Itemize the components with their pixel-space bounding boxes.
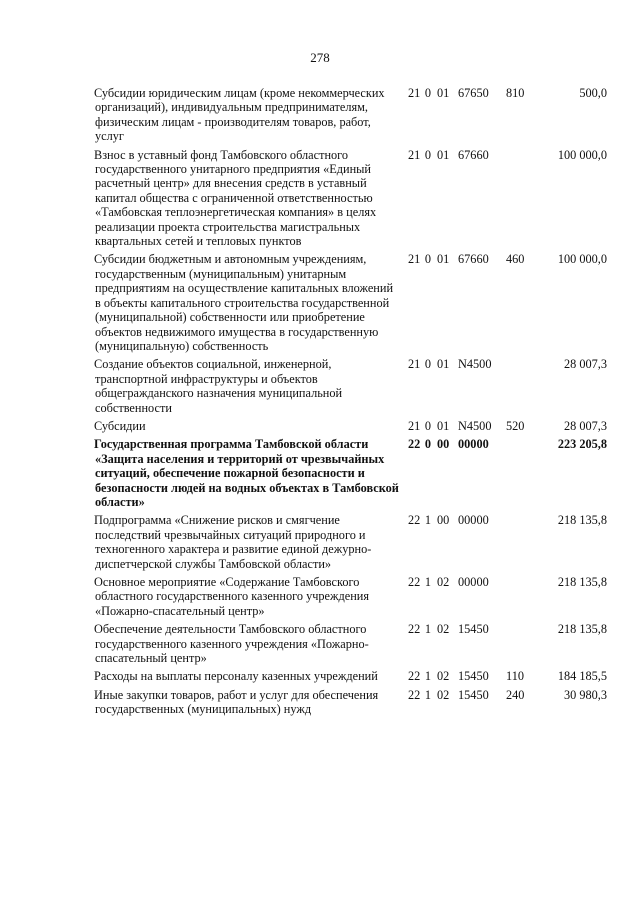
row-name: Расходы на выплаты персоналу казенных учреждений: [94, 669, 378, 684]
code-subprogram: 0: [424, 437, 432, 452]
code-event: 02: [437, 622, 450, 637]
row-name: Иные закупки товаров, работ и услуг для обеспечения государственных (муниципальных) нужд: [94, 687, 379, 717]
code-program: 22: [408, 513, 421, 528]
code-direction: 00000: [458, 513, 489, 528]
table-row: [0, 86, 640, 144]
table-row: [0, 437, 640, 509]
code-program: 22: [408, 622, 421, 637]
row-name: Взнос в уставный фонд Тамбовского областного государственного унитарного предприятия «Единый расчетный центр» для внесения средств в уставный капитал общества с ограниченной ответственностью «Тамбовская теплоэнергетическая компания» в целях реализации проекта строительства магистральных квартальных сетей и тепловых пунктов: [94, 147, 377, 249]
code-event: 01: [437, 86, 450, 100]
code-event: 01: [437, 418, 450, 433]
code-subprogram: 0: [424, 357, 432, 372]
expense-type: 460: [506, 252, 525, 267]
code-program: 22: [408, 437, 421, 452]
table-row: [0, 688, 640, 717]
page-number: 278: [310, 50, 330, 65]
code-subprogram: 0: [424, 86, 432, 100]
code-event: 00: [437, 513, 450, 528]
code-direction: N4500: [458, 357, 492, 372]
code-subprogram: 0: [424, 252, 432, 267]
row-name: Субсидии юридическим лицам (кроме некоммерческих организаций), индивидуальным предпринимателям, физическим лицам - производителям товаров, работ, услуг: [94, 86, 385, 144]
table-row: [0, 622, 640, 665]
budget-table: [0, 86, 640, 721]
expense-type: 810: [506, 86, 525, 100]
code-event: 00: [437, 437, 450, 452]
expense-type: 240: [506, 687, 525, 702]
expense-type: 110: [506, 669, 524, 684]
code-program: 21: [408, 86, 421, 100]
code-event: 01: [437, 357, 450, 372]
row-amount: 28 007,3: [563, 357, 607, 372]
row-amount: 223 205,8: [557, 437, 607, 452]
code-event: 01: [437, 147, 450, 162]
row-amount: 30 980,3: [563, 687, 607, 702]
table-row: [0, 252, 640, 353]
code-subprogram: 1: [424, 669, 432, 684]
code-subprogram: 1: [424, 622, 432, 637]
table-row: [0, 357, 640, 415]
code-direction: 15450: [458, 669, 489, 684]
code-subprogram: 1: [424, 513, 432, 528]
row-name: Государственная программа Тамбовской области «Защита населения и территорий от чрезвычайных ситуаций, обеспечение пожарной безопасности и безопасности людей на водных объектах в Тамбовской области»: [94, 437, 399, 509]
row-amount: 218 135,8: [557, 513, 607, 528]
row-amount: 100 000,0: [557, 147, 607, 162]
code-program: 22: [408, 669, 421, 684]
table-row: [0, 575, 640, 618]
code-direction: N4500: [458, 418, 492, 433]
code-event: 02: [437, 687, 450, 702]
table-row: [0, 419, 640, 433]
code-program: 21: [408, 357, 421, 372]
row-name: Создание объектов социальной, инженерной, транспортной инфраструктуры и объектов общегражданского назначения муниципальной собственности: [94, 357, 343, 415]
code-subprogram: 0: [424, 147, 432, 162]
row-amount: 218 135,8: [557, 575, 607, 589]
code-direction: 67660: [458, 147, 489, 162]
row-amount: 218 135,8: [557, 622, 607, 637]
code-direction: 15450: [458, 622, 489, 637]
code-direction: 00000: [458, 437, 489, 452]
row-name: Подпрограмма «Снижение рисков и смягчение последствий чрезвычайных ситуаций природного и техногенного характера и развитие единой дежурно-диспетчерской службы Тамбовской области»: [94, 513, 372, 571]
code-event: 02: [437, 669, 450, 684]
code-direction: 67660: [458, 252, 489, 267]
row-amount: 28 007,3: [563, 418, 607, 433]
row-name: Обеспечение деятельности Тамбовского областного государственного казенного учреждения «Пожарно-спасательный центр»: [94, 622, 369, 666]
row-amount: 500,0: [579, 86, 607, 100]
code-program: 22: [408, 575, 421, 589]
code-subprogram: 1: [424, 687, 432, 702]
row-amount: 100 000,0: [557, 252, 607, 267]
table-row: [0, 148, 640, 249]
code-direction: 67650: [458, 86, 489, 100]
row-name: Субсидии бюджетным и автономным учреждениям, государственным (муниципальным) унитарным предприятиям на осуществление капитальных вложений в объекты капитального строительства государственной (муниципальной) собственности или приобретение объектов недвижимого имущества в государственную (муниципальную) собственность: [94, 252, 394, 353]
code-direction: 00000: [458, 575, 489, 589]
expense-type: 520: [506, 418, 525, 433]
code-event: 02: [437, 575, 450, 589]
code-subprogram: 0: [424, 418, 432, 433]
row-name: Основное мероприятие «Содержание Тамбовского областного государственного казенного учреждения «Пожарно-спасательный центр»: [94, 575, 370, 618]
code-program: 21: [408, 418, 421, 433]
code-subprogram: 1: [424, 575, 432, 589]
table-row: [0, 669, 640, 683]
code-program: 21: [408, 147, 421, 162]
row-name: Субсидии: [94, 418, 146, 433]
row-amount: 184 185,5: [557, 669, 607, 684]
code-program: 22: [408, 687, 421, 702]
table-row: [0, 513, 640, 571]
code-direction: 15450: [458, 687, 489, 702]
code-program: 21: [408, 252, 421, 267]
code-event: 01: [437, 252, 450, 267]
